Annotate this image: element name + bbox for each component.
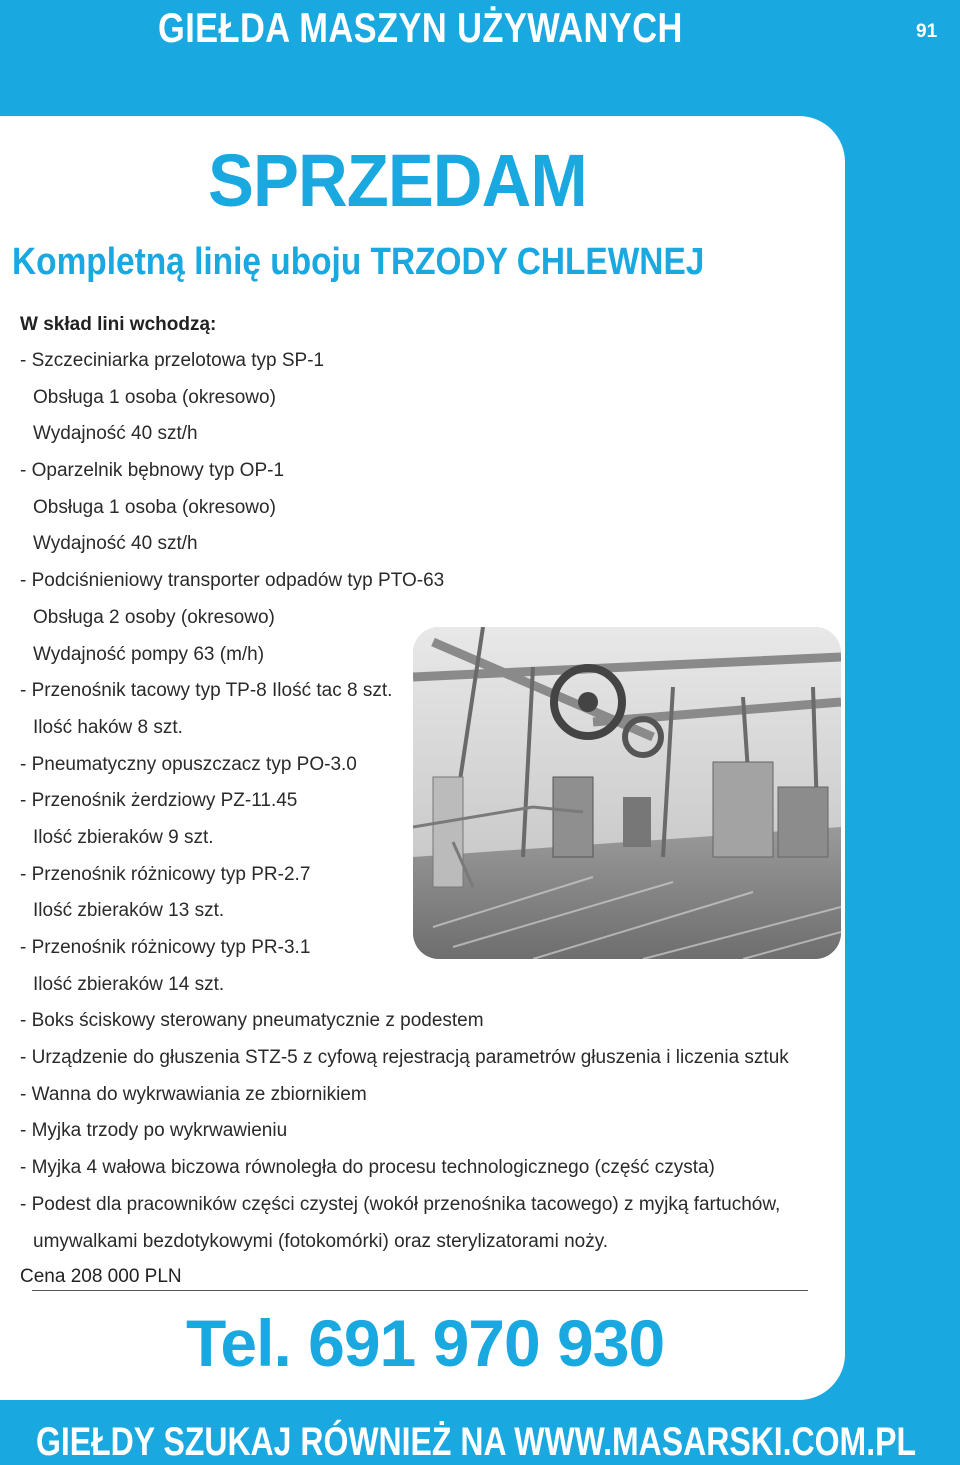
price-divider <box>32 1290 808 1291</box>
list-item: Obsługa 2 osoby (okresowo) <box>33 606 275 628</box>
list-item: Wydajność 40 szt/h <box>33 423 198 445</box>
list-item: Obsługa 1 osoba (okresowo) <box>33 386 276 408</box>
list-item: umywalkami bezdotykowymi (fotokomórki) oraz sterylizatorami noży. <box>33 1230 609 1252</box>
price-text: Cena 208 000 PLN <box>20 1266 182 1287</box>
list-item: Ilość zbieraków 14 szt. <box>33 973 225 995</box>
page-header-title: GIEŁDA MASZYN UŻYWANYCH <box>158 4 683 51</box>
list-item: - Podciśnieniowy transporter odpadów typ PTO-63 <box>20 570 445 592</box>
list-item: - Myjka 4 wałowa biczowa równoległa do procesu technologicznego (część czysta) <box>20 1157 715 1179</box>
page-number: 91 <box>916 21 938 42</box>
footer-url-banner[interactable]: GIEŁDY SZUKAJ RÓWNIEŻ NA WWW.MASARSKI.COM.PL <box>36 1420 916 1464</box>
list-item: - Przenośnik różnicowy typ PR-2.7 <box>20 863 311 885</box>
list-item: - Podest dla pracowników części czystej (wokół przenośnika tacowego) z myjką fartuchów, <box>20 1193 781 1215</box>
list-item: Ilość zbieraków 9 szt. <box>33 826 214 848</box>
ad-subheadline: Kompletną linię uboju TRZODY CHLEWNEJ <box>12 241 705 283</box>
list-item: - Boks ściskowy sterowany pneumatycznie z podestem <box>20 1010 484 1032</box>
list-item: - Oparzelnik bębnowy typ OP-1 <box>20 460 285 482</box>
equipment-photo <box>413 627 841 959</box>
list-item: - Myjka trzody po wykrwawieniu <box>20 1120 288 1142</box>
list-item: - Przenośnik różnicowy typ PR-3.1 <box>20 937 311 958</box>
list-item: - Urządzenie do głuszenia STZ-5 z cyfową rejestracją parametrów głuszenia i liczenia sztuk <box>20 1047 789 1069</box>
list-item: - Wanna do wykrwawiania ze zbiornikiem <box>20 1083 367 1105</box>
ad-headline: SPRZEDAM <box>208 139 587 222</box>
list-item: Wydajność 40 szt/h <box>33 533 198 555</box>
list-item: - Szczeciniarka przelotowa typ SP-1 <box>20 350 325 371</box>
list-item: - Przenośnik żerdziowy PZ-11.45 <box>20 790 298 812</box>
list-heading: W skład lini wchodzą: <box>20 314 217 335</box>
list-item: Obsługa 1 osoba (okresowo) <box>33 496 276 518</box>
phone-number[interactable]: Tel. 691 970 930 <box>186 1306 665 1380</box>
list-item: - Pneumatyczny opuszczacz typ PO-3.0 <box>20 753 357 775</box>
list-item: Ilość haków 8 szt. <box>33 716 183 738</box>
list-item: - Przenośnik tacowy typ TP-8 Ilość tac 8 szt. <box>20 680 393 702</box>
list-item: Ilość zbieraków 13 szt. <box>33 900 225 922</box>
list-item: Wydajność pompy 63 (m/h) <box>33 643 265 665</box>
